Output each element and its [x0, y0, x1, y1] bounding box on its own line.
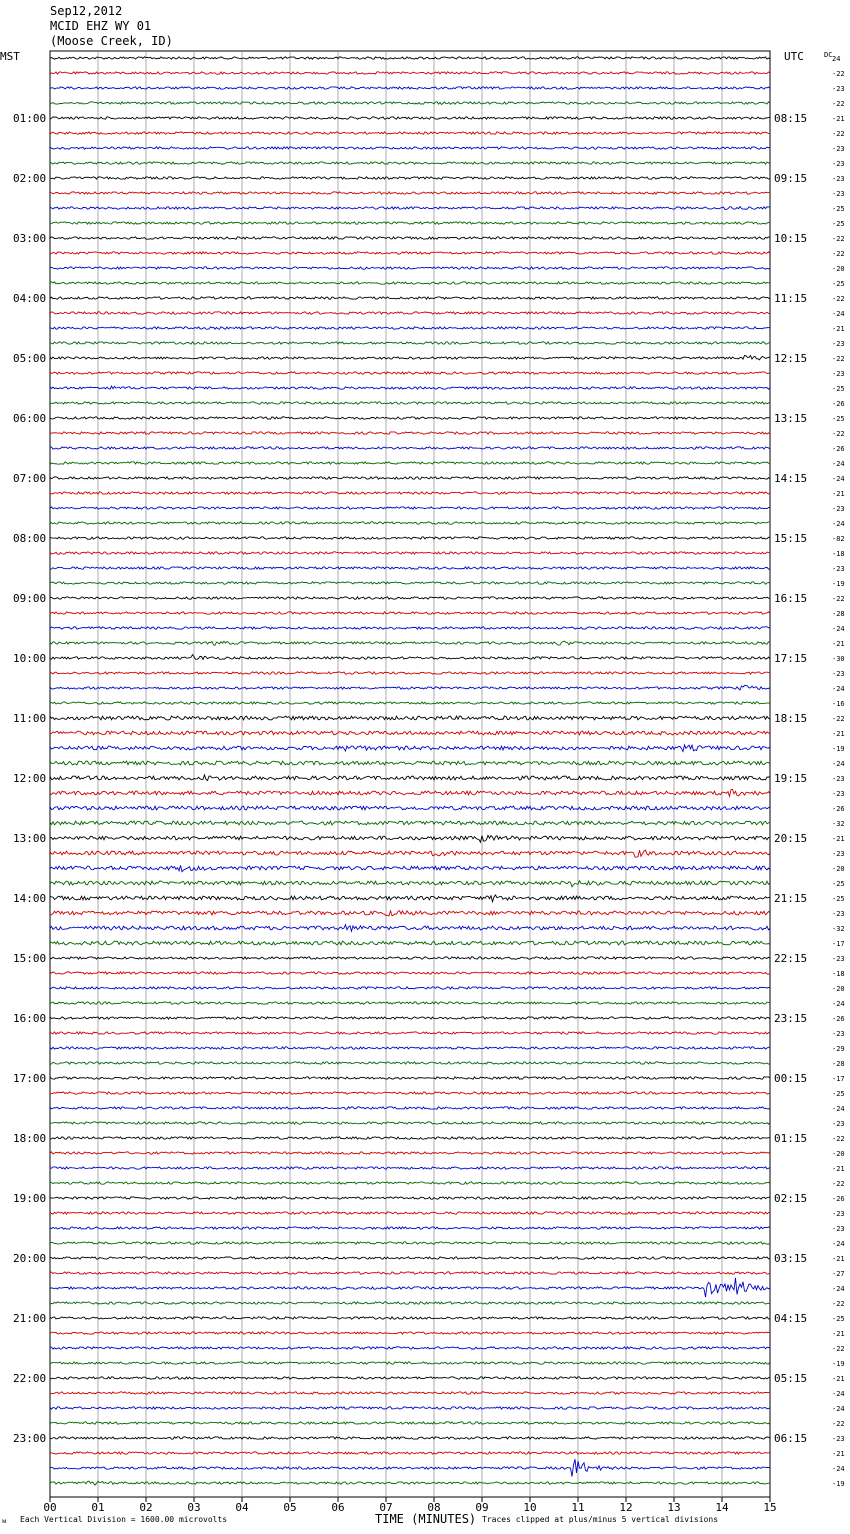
x-tick-label: 02 — [139, 1501, 153, 1514]
utc-tick-label: 23:15 — [774, 1012, 808, 1025]
trace-line — [50, 492, 770, 494]
dc-offset-label: -25 — [832, 205, 845, 213]
dc-offset-label: -23 — [832, 340, 845, 348]
trace-line — [50, 1257, 770, 1259]
dc-offset-label: -22 — [832, 1135, 845, 1143]
dc-offset-label: -22 — [832, 595, 845, 603]
dc-offset-label: -21 — [832, 1375, 845, 1383]
mst-tick-label: 07:00 — [13, 472, 47, 485]
trace-line — [50, 941, 770, 945]
dc-offset-label: -21 — [832, 115, 845, 123]
x-tick-label: 03 — [187, 1501, 201, 1514]
trace-line — [50, 672, 770, 674]
dc-offset-label: -24 — [832, 1405, 845, 1413]
trace-line — [50, 522, 770, 524]
location-label: (Moose Creek, ID) — [50, 34, 173, 48]
trace-line — [50, 87, 770, 89]
dc-offset-label: -23 — [832, 1210, 845, 1218]
utc-tick-label: 00:15 — [774, 1072, 808, 1085]
x-tick-label: 14 — [715, 1501, 729, 1514]
dc-offset-label: -23 — [832, 145, 845, 153]
utc-tick-label: 16:15 — [774, 592, 808, 605]
trace-line — [50, 850, 770, 857]
trace-line — [50, 477, 770, 479]
dc-offset-label: -25 — [832, 1315, 845, 1323]
dc-offset-label: -19 — [832, 580, 845, 588]
trace-line — [50, 1017, 770, 1019]
trace-line — [50, 789, 770, 796]
dc-offset-label: -23 — [832, 955, 845, 963]
dc-offset-label: -23 — [832, 850, 845, 858]
mst-tick-label: 12:00 — [13, 772, 47, 785]
trace-line — [50, 507, 770, 509]
utc-tick-label: 14:15 — [774, 472, 808, 485]
plot-frame — [50, 51, 770, 1497]
x-tick-label: 05 — [283, 1501, 297, 1514]
dc-offset-label: -24 — [832, 460, 845, 468]
trace-line — [50, 1407, 770, 1409]
utc-tick-label: 15:15 — [774, 532, 808, 545]
dc-offset-label: -21 — [832, 1330, 845, 1338]
trace-line — [50, 1332, 770, 1334]
mst-tick-label: 05:00 — [13, 352, 47, 365]
trace-line — [50, 222, 770, 224]
dc-offset-label: -29 — [832, 1045, 845, 1053]
dc-offset-label: -22 — [832, 250, 845, 258]
x-tick-label: 07 — [379, 1501, 393, 1514]
mst-tick-label: 10:00 — [13, 652, 47, 665]
trace-line — [50, 372, 770, 374]
dc-offset-label: -23 — [832, 1225, 845, 1233]
dc-offset-label: -21 — [832, 640, 845, 648]
mst-tick-label: 17:00 — [13, 1072, 47, 1085]
dc-offset-label: -23 — [832, 160, 845, 168]
dc-offset-label: -20 — [832, 265, 845, 273]
trace-line — [50, 582, 770, 584]
dc-offset-label: -19 — [832, 745, 845, 753]
trace-line — [50, 1459, 770, 1476]
seismic-traces — [50, 57, 770, 1485]
dc-offset-label: -23 — [832, 910, 845, 918]
dc-offset-label: -22 — [832, 1300, 845, 1308]
date-label: Sep12,2012 — [50, 4, 123, 18]
trace-line — [50, 237, 770, 239]
trace-line — [50, 72, 770, 74]
trace-line — [50, 731, 770, 735]
mst-tick-label: 22:00 — [13, 1372, 47, 1385]
dc-offset-label: -16 — [832, 700, 845, 708]
dc-offset-label: -20 — [832, 865, 845, 873]
axis-labels — [13, 55, 845, 1514]
dc-offset-label: -25 — [832, 385, 845, 393]
dc-offset-label: -23 — [832, 1120, 845, 1128]
dc-offset-label: -21 — [832, 1165, 845, 1173]
trace-line — [50, 1278, 770, 1297]
trace-line — [50, 206, 770, 209]
trace-line — [50, 57, 770, 59]
dc-offset-label: -22 — [832, 1345, 845, 1353]
trace-line — [50, 147, 770, 149]
dc-offset-label: -17 — [832, 1075, 845, 1083]
dc-offset-label: -21 — [832, 1255, 845, 1263]
trace-line — [50, 267, 770, 269]
plot-grid — [50, 51, 770, 1497]
trace-line — [50, 177, 770, 179]
trace-line — [50, 911, 770, 916]
trace-line — [50, 1002, 770, 1004]
trace-line — [50, 1032, 770, 1034]
utc-tick-label: 01:15 — [774, 1132, 808, 1145]
dc-offset-label: -22 — [832, 1420, 845, 1428]
trace-line — [50, 1062, 770, 1064]
x-tick-label: 09 — [475, 1501, 489, 1514]
x-axis-title: TIME (MINUTES) — [375, 1512, 477, 1526]
trace-line — [50, 327, 770, 329]
trace-line — [50, 702, 770, 704]
dc-offset-label: -24 — [832, 1285, 845, 1293]
trace-line — [50, 552, 770, 554]
trace-line — [50, 297, 770, 299]
dc-offset-label: -20 — [832, 1150, 845, 1158]
trace-line — [50, 1137, 770, 1139]
mst-tick-label: 06:00 — [13, 412, 47, 425]
trace-line — [50, 627, 770, 629]
utc-tick-label: 20:15 — [774, 832, 808, 845]
dc-offset-label: -28 — [832, 610, 845, 618]
mst-tick-label: 14:00 — [13, 892, 47, 905]
dc-offset-label: -24 — [832, 1240, 845, 1248]
x-tick-label: 12 — [619, 1501, 633, 1514]
dc-offset-label: -26 — [832, 1015, 845, 1023]
dc-offset-label: -22 — [832, 715, 845, 723]
trace-line — [50, 835, 770, 842]
x-tick-label: 15 — [763, 1501, 777, 1514]
trace-line — [50, 1242, 770, 1244]
dc-offset-label: -26 — [832, 805, 845, 813]
dc-offset-label: -24 — [832, 1465, 845, 1473]
utc-tick-label: 02:15 — [774, 1192, 808, 1205]
dc-offset-label: -24 — [832, 1390, 845, 1398]
mst-tick-label: 04:00 — [13, 292, 47, 305]
dc-offset-label: -21 — [832, 835, 845, 843]
logo: ᴍ — [2, 1517, 7, 1525]
dc-offset-label: -18 — [832, 550, 845, 558]
dc-offset-label: -32 — [832, 820, 845, 828]
utc-tick-label: 09:15 — [774, 172, 808, 185]
x-tick-label: 00 — [43, 1501, 57, 1514]
x-tick-label: 04 — [235, 1501, 249, 1514]
dc-offset-label: -21 — [832, 1450, 845, 1458]
dc-offset-label: -23 — [832, 175, 845, 183]
trace-line — [50, 417, 770, 419]
dc-offset-label: -20 — [832, 985, 845, 993]
trace-line — [50, 192, 770, 194]
trace-line — [50, 1317, 770, 1319]
x-tick-label: 08 — [427, 1501, 441, 1514]
dc-offset-label: -22 — [832, 1180, 845, 1188]
dc-offset-label: -30 — [832, 655, 845, 663]
mst-tick-label: 03:00 — [13, 232, 47, 245]
dc-offset-label: -21 — [832, 730, 845, 738]
utc-tick-label: 17:15 — [774, 652, 808, 665]
dc-offset-label: -18 — [832, 970, 845, 978]
trace-line — [50, 1272, 770, 1274]
dc-offset-label: -28 — [832, 1060, 845, 1068]
utc-axis-title: UTC — [784, 50, 804, 63]
utc-tick-label: 19:15 — [774, 772, 808, 785]
dc-offset-label: -26 — [832, 400, 845, 408]
dc-offset-label: -21 — [832, 490, 845, 498]
dc-offset-label: -23 — [832, 505, 845, 513]
dc-offset-label: -82 — [832, 535, 845, 543]
trace-line — [50, 1167, 770, 1169]
x-tick-label: 01 — [91, 1501, 105, 1514]
dc-offset-label: -25 — [832, 1090, 845, 1098]
trace-line — [50, 282, 770, 284]
dc-offset-label: -22 — [832, 295, 845, 303]
utc-tick-label: 11:15 — [774, 292, 808, 305]
trace-line — [50, 1422, 770, 1424]
trace-line — [50, 957, 770, 959]
clip-note: Traces clipped at plus/minus 5 vertical divisions — [482, 1515, 719, 1524]
utc-tick-label: 13:15 — [774, 412, 808, 425]
dc-offset-label: 24 — [832, 55, 841, 63]
mst-tick-label: 08:00 — [13, 532, 47, 545]
trace-line — [50, 1047, 770, 1049]
dc-offset-label: -24 — [832, 685, 845, 693]
x-tick-label: 06 — [331, 1501, 345, 1514]
dc-offset-label: -25 — [832, 895, 845, 903]
dc-offset-label: -24 — [832, 1000, 845, 1008]
trace-line — [50, 432, 770, 434]
trace-line — [50, 537, 770, 539]
dc-offset-label: -24 — [832, 760, 845, 768]
trace-line — [50, 745, 770, 752]
trace-line — [50, 1122, 770, 1124]
utc-tick-label: 12:15 — [774, 352, 808, 365]
dc-offset-label: -23 — [832, 565, 845, 573]
dc-offset-label: -22 — [832, 430, 845, 438]
dc-offset-label: -22 — [832, 70, 845, 78]
dc-offset-label: -25 — [832, 415, 845, 423]
mst-axis-title: MST — [0, 50, 20, 63]
dc-offset-label: -19 — [832, 1480, 845, 1488]
x-tick-label: 13 — [667, 1501, 681, 1514]
dc-offset-label: -23 — [832, 775, 845, 783]
trace-line — [50, 355, 770, 359]
trace-line — [50, 895, 770, 902]
dc-offset-label: -17 — [832, 940, 845, 948]
utc-tick-label: 03:15 — [774, 1252, 808, 1265]
x-tick-label: 10 — [523, 1501, 537, 1514]
trace-line — [50, 925, 770, 932]
dc-offset-label: -23 — [832, 670, 845, 678]
utc-tick-label: 10:15 — [774, 232, 808, 245]
dc-offset-label: -19 — [832, 1360, 845, 1368]
dc-offset-label: -24 — [832, 625, 845, 633]
dc-offset-label: -23 — [832, 1435, 845, 1443]
dc-offset-label: -22 — [832, 100, 845, 108]
dc-offset-label: -23 — [832, 370, 845, 378]
dc-offset-label: -24 — [832, 520, 845, 528]
trace-line — [50, 1377, 770, 1379]
dc-offset-label: -27 — [832, 1270, 845, 1278]
trace-line — [50, 252, 770, 254]
mst-tick-label: 13:00 — [13, 832, 47, 845]
mst-tick-label: 18:00 — [13, 1132, 47, 1145]
mst-tick-label: 01:00 — [13, 112, 47, 125]
dc-offset-label: -25 — [832, 280, 845, 288]
trace-line — [50, 775, 770, 781]
trace-line — [50, 1077, 770, 1079]
utc-tick-label: 22:15 — [774, 952, 808, 965]
trace-line — [50, 402, 770, 404]
dc-offset-label: -23 — [832, 190, 845, 198]
trace-line — [50, 1197, 770, 1199]
scale-note: Each Vertical Division = 1600.00 microvolts — [20, 1515, 228, 1524]
mst-tick-label: 19:00 — [13, 1192, 47, 1205]
mst-tick-label: 21:00 — [13, 1312, 47, 1325]
trace-line — [50, 567, 770, 569]
trace-line — [50, 972, 770, 974]
dc-offset-label: -24 — [832, 475, 845, 483]
utc-tick-label: 05:15 — [774, 1372, 808, 1385]
trace-line — [50, 386, 770, 389]
mst-tick-label: 15:00 — [13, 952, 47, 965]
dc-offset-label: -22 — [832, 355, 845, 363]
station-label: MCID EHZ WY 01 — [50, 19, 152, 33]
trace-line — [50, 881, 770, 887]
dc-offset-label: -24 — [832, 1105, 845, 1113]
trace-line — [50, 655, 770, 660]
dc-offset-label: -22 — [832, 130, 845, 138]
trace-line — [50, 117, 770, 119]
x-tick-label: 11 — [571, 1501, 585, 1514]
trace-line — [50, 312, 770, 314]
trace-line — [50, 1212, 770, 1214]
trace-line — [50, 761, 770, 765]
trace-line — [50, 1437, 770, 1439]
mst-tick-label: 16:00 — [13, 1012, 47, 1025]
mst-tick-label: 09:00 — [13, 592, 47, 605]
trace-line — [50, 716, 770, 720]
mst-tick-label: 11:00 — [13, 712, 47, 725]
dc-offset-label: -23 — [832, 1030, 845, 1038]
dc-title: DC — [824, 51, 833, 59]
trace-line — [50, 462, 770, 464]
trace-line — [50, 612, 770, 614]
trace-line — [50, 1481, 770, 1485]
mst-tick-label: 02:00 — [13, 172, 47, 185]
dc-offset-label: -26 — [832, 445, 845, 453]
mst-tick-label: 20:00 — [13, 1252, 47, 1265]
utc-tick-label: 21:15 — [774, 892, 808, 905]
trace-line — [50, 1392, 770, 1394]
trace-line — [50, 641, 770, 645]
trace-line — [50, 1362, 770, 1364]
trace-line — [50, 1092, 770, 1094]
utc-tick-label: 04:15 — [774, 1312, 808, 1325]
trace-line — [50, 1107, 770, 1109]
trace-line — [50, 806, 770, 810]
trace-line — [50, 1452, 770, 1454]
dc-offset-label: -26 — [832, 1195, 845, 1203]
dc-offset-label: -24 — [832, 310, 845, 318]
trace-line — [50, 132, 770, 134]
mst-tick-label: 23:00 — [13, 1432, 47, 1445]
dc-offset-label: -23 — [832, 790, 845, 798]
trace-line — [50, 1347, 770, 1349]
trace-line — [50, 987, 770, 989]
dc-offset-label: -25 — [832, 880, 845, 888]
trace-line — [50, 597, 770, 599]
trace-line — [50, 685, 770, 690]
dc-offset-label: -22 — [832, 235, 845, 243]
dc-offset-label: -32 — [832, 925, 845, 933]
dc-offset-label: -25 — [832, 220, 845, 228]
utc-tick-label: 06:15 — [774, 1432, 808, 1445]
trace-line — [50, 1302, 770, 1304]
utc-tick-label: 18:15 — [774, 712, 808, 725]
trace-line — [50, 342, 770, 344]
trace-line — [50, 1152, 770, 1154]
utc-tick-label: 08:15 — [774, 112, 808, 125]
trace-line — [50, 865, 770, 871]
trace-line — [50, 1227, 770, 1229]
trace-line — [50, 1182, 770, 1184]
trace-line — [50, 102, 770, 105]
dc-offset-label: -23 — [832, 85, 845, 93]
trace-line — [50, 162, 770, 164]
trace-line — [50, 447, 770, 449]
trace-line — [50, 821, 770, 825]
dc-offset-label: -21 — [832, 325, 845, 333]
